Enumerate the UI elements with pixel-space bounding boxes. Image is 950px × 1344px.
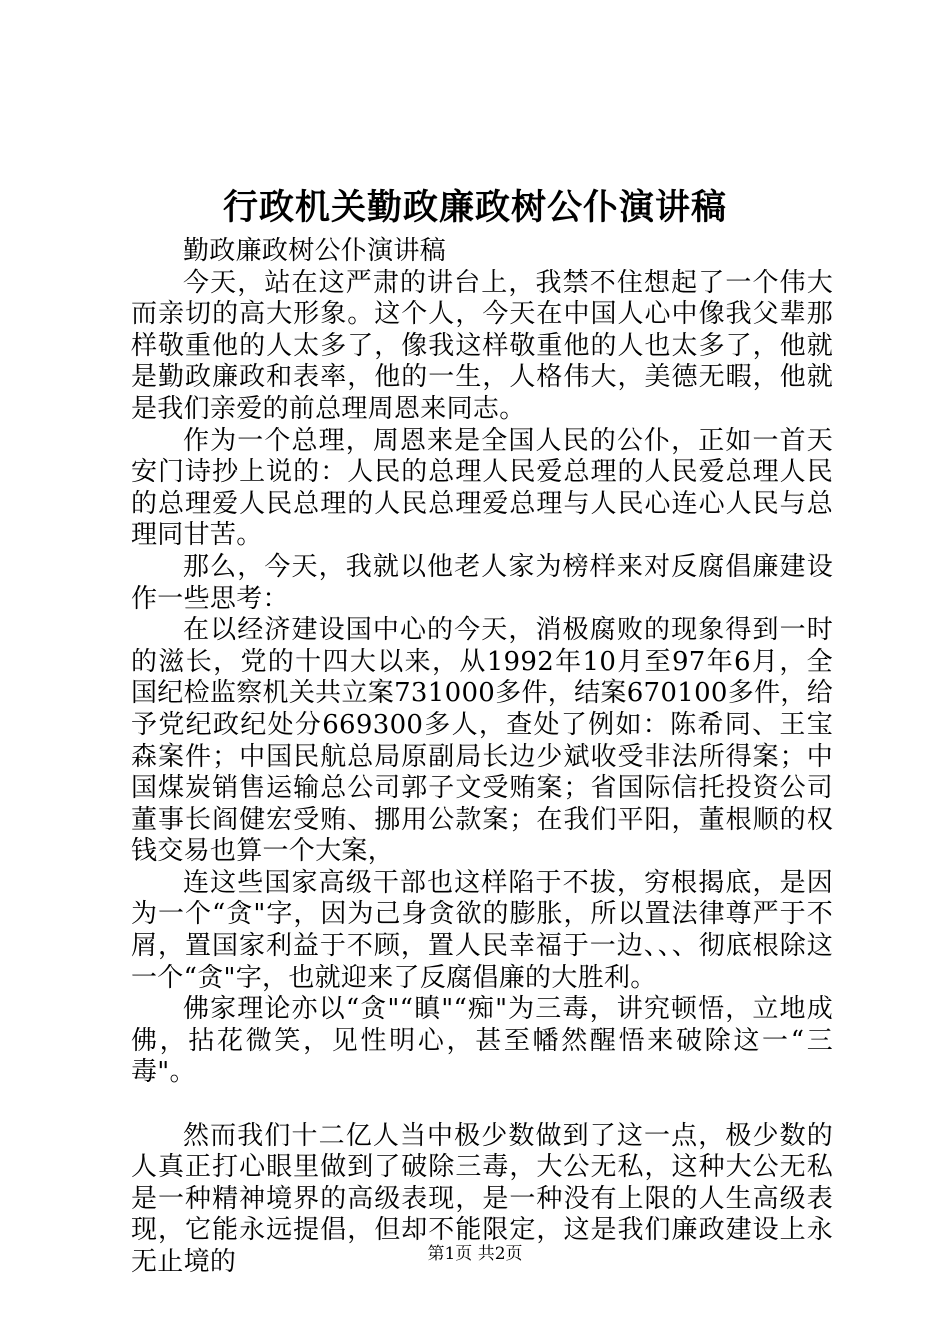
body-paragraph: 作为一个总理，周恩来是全国人民的公仆，正如一首天安门诗抄上说的：人民的总理人民爱总理的人民爱总理人民的总理爱人民总理的人民总理爱总理与人民心连心人民与总理同甘苦。 <box>131 425 833 551</box>
document-body <box>131 236 833 1279</box>
body-paragraph: 然而我们十二亿人当中极少数做到了这一点，极少数的人真正打心眼里做到了破除三毒，大公无私，这种大公无私是一种精神境界的高级表现，是一种没有上限的人生高级表现，它能永远提倡，但却不能限定，这是我们廉政建设上永无止境的 <box>131 1120 833 1277</box>
document-title: 行政机关勤政廉政树公仆演讲稿 <box>222 187 727 228</box>
body-paragraph: 在以经济建设国中心的今天，消极腐败的现象得到一时的滋长，党的十四大以来，从1992年10月至97年6月，全国纪检监察机关共立案731000多件，结案670100多件，给予党纪政纪处分669300多人，查处了例如：陈希同、王宝森案件；中国民航总局原副局长边少斌收受非法所得案；中国煤炭销售运输总公司郭子文受贿案；省国际信托投资公司董事长阎健宏受贿、挪用公款案；在我们平阳，董根顺的权钱交易也算一个大案， <box>131 615 833 867</box>
body-paragraph: 佛家理论亦以“贪"“瞋"“痴"为三毒，讲究顿悟，立地成佛，拈花微笑，见性明心，甚至幡然醒悟来破除这一“三毒"。 <box>131 994 833 1088</box>
subtitle-paragraph: 勤政廉政树公仆演讲稿 <box>183 236 447 266</box>
body-paragraph: 那么，今天，我就以他老人家为榜样来对反腐倡廉建设作一些思考： <box>131 551 833 614</box>
body-paragraph: 今天，站在这严肃的讲台上，我禁不住想起了一个伟大而亲切的高大形象。这个人，今天在中国人心中像我父辈那样敬重他的人太多了，像我这样敬重他的人也太多了，他就是勤政廉政和表率，他的一生，人格伟大，美德无暇，他就是我们亲爱的前总理周恩来同志。 <box>131 267 833 424</box>
page-number-footer: 第1页 共2页 <box>427 1244 523 1264</box>
body-paragraph: 连这些国家高级干部也这样陷于不拔，穷根揭底，是因为一个“贪"字，因为己身贪欲的膨胀，所以置法律尊严于不屑，置国家利益于不顾，置人民幸福于一边、、、彻底根除这一个“贪"字，也就迎来了反腐倡廉的大胜利。 <box>131 867 833 993</box>
